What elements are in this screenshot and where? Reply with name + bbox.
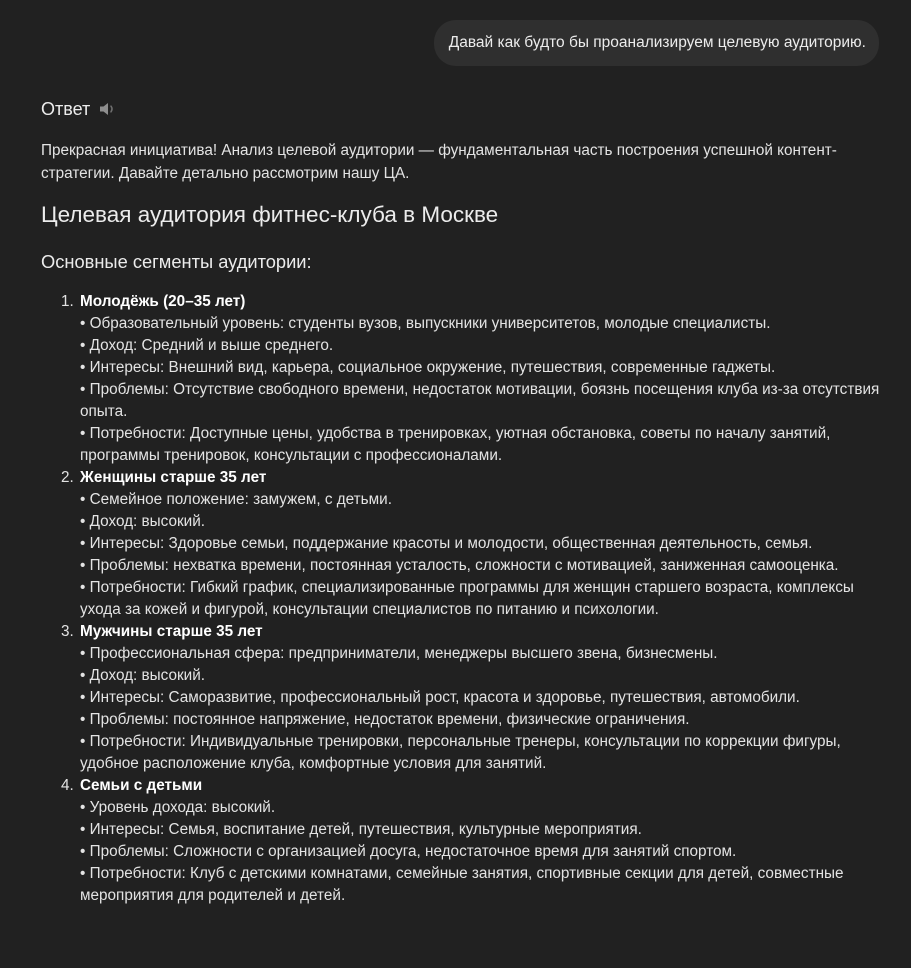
user-message-bubble: Давай как будто бы проанализируем целевую аудиторию. xyxy=(434,20,879,66)
segment-item xyxy=(61,291,880,467)
segment-number: 1. xyxy=(61,293,74,310)
segment-detail: • Потребности: Клуб с детскими комнатами, семейные занятия, спортивные секции для детей, совместные мероприятия для родителей и детей. xyxy=(80,865,844,904)
segment-detail: • Семейное положение: замужем, с детьми. xyxy=(80,491,392,508)
segment-detail: • Доход: высокий. xyxy=(80,667,206,684)
segment-item xyxy=(61,621,880,775)
segment-detail: • Потребности: Доступные цены, удобства в тренировках, уютная обстановка, советы по началу занятий, программы тренировок, консультации с профессионалами. xyxy=(80,425,831,464)
segment-title: Семьи с детьми xyxy=(80,777,203,794)
segment-detail: • Образовательный уровень: студенты вузов, выпускники университетов, молодые специалисты. xyxy=(80,315,771,332)
segment-detail: • Потребности: Гибкий график, специализированные программы для женщин старшего возраста, комплексы ухода за кожей и фигурой, консультации специалистов по питанию и психологии. xyxy=(80,579,854,618)
segment-title: Мужчины старше 35 лет xyxy=(80,623,263,640)
segment-item xyxy=(61,467,880,621)
segment-detail: • Доход: высокий. xyxy=(80,513,206,530)
segment-title: Молодёжь (20–35 лет) xyxy=(80,293,246,310)
segment-detail: • Проблемы: Сложности с организацией досуга, недостаточное время для занятий спортом. xyxy=(80,843,737,860)
segment-detail: • Потребности: Индивидуальные тренировки, персональные тренеры, консультации по коррекции фигуры, удобное расположение клуба, комфортные условия для занятий. xyxy=(80,733,841,772)
segment-detail: • Интересы: Внешний вид, карьера, социальное окружение, путешествия, современные гаджеты. xyxy=(80,359,776,376)
intro-paragraph: Прекрасная инициатива! Анализ целевой аудитории — фундаментальная часть построения успешной контент-стратегии. Давайте детально рассмотрим нашу ЦА. xyxy=(41,142,837,182)
speaker-icon[interactable] xyxy=(98,100,120,118)
segment-detail: • Интересы: Саморазвитие, профессиональный рост, красота и здоровье, путешествия, автомобили. xyxy=(80,689,800,706)
section-heading: Основные сегменты аудитории: xyxy=(41,251,312,272)
segment-detail: • Проблемы: Отсутствие свободного времени, недостаток мотивации, боязнь посещения клуба из-за отсутствия опыта. xyxy=(80,381,880,420)
segment-number: 3. xyxy=(61,623,74,640)
segment-detail: • Проблемы: постоянное напряжение, недостаток времени, физические ограничения. xyxy=(80,711,690,728)
answer-header xyxy=(41,96,120,122)
segment-number: 2. xyxy=(61,469,74,486)
segment-number: 4. xyxy=(61,777,74,794)
segment-detail: • Профессиональная сфера: предприниматели, менеджеры высшего звена, бизнесмены. xyxy=(80,645,718,662)
segment-detail: • Проблемы: нехватка времени, постоянная усталость, сложности с мотивацией, заниженная самооценка. xyxy=(80,557,839,574)
segment-detail: • Уровень дохода: высокий. xyxy=(80,799,276,816)
segment-item xyxy=(61,775,880,907)
segments-list xyxy=(61,291,880,907)
segment-detail: • Доход: Средний и выше среднего. xyxy=(80,337,334,354)
page-title: Целевая аудитория фитнес-клуба в Москве xyxy=(41,202,499,227)
answer-label: Ответ xyxy=(41,98,91,119)
segment-detail: • Интересы: Семья, воспитание детей, путешествия, культурные мероприятия. xyxy=(80,821,642,838)
segment-title: Женщины старше 35 лет xyxy=(80,469,267,486)
segment-detail: • Интересы: Здоровье семьи, поддержание красоты и молодости, общественная деятельность, семья. xyxy=(80,535,813,552)
